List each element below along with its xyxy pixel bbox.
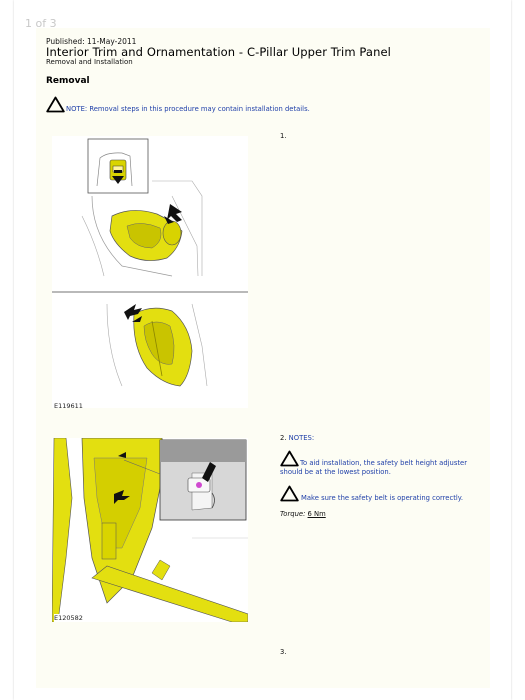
torque-value: 6 Nm (307, 510, 326, 518)
document-subtitle: Removal and Installation (46, 58, 133, 66)
torque-label: Torque: (280, 510, 306, 518)
step-2-note-2: Make sure the safety belt is operating correctly. (301, 494, 463, 502)
step-1-number: 1. (280, 132, 287, 140)
section-heading: Removal (46, 76, 90, 86)
step-2-label: NOTES: (288, 434, 315, 442)
figure-label-2: E120582 (54, 614, 83, 622)
warning-triangle-icon (46, 96, 65, 113)
figure-e120582 (52, 438, 248, 622)
note-row (46, 96, 346, 116)
page-counter: 1 of 3 (25, 17, 57, 30)
note-text: NOTE: Removal steps in this procedure may contain installation details. (66, 105, 310, 113)
step-2-number: 2. (280, 434, 287, 442)
figure-e119611 (52, 136, 248, 408)
torque-spec (280, 510, 326, 518)
step-3-number: 3. (280, 648, 287, 656)
step-2-note-1: To aid installation, the safety belt height adjuster should be at the lowest position. (280, 459, 468, 476)
figure-label-1: E119611 (54, 402, 83, 410)
warning-triangle-icon (280, 485, 299, 502)
step-2-heading (280, 434, 314, 442)
published-date: Published: 11-May-2011 (46, 37, 137, 46)
document-title: Interior Trim and Ornamentation - C-Pillar Upper Trim Panel (46, 45, 391, 59)
